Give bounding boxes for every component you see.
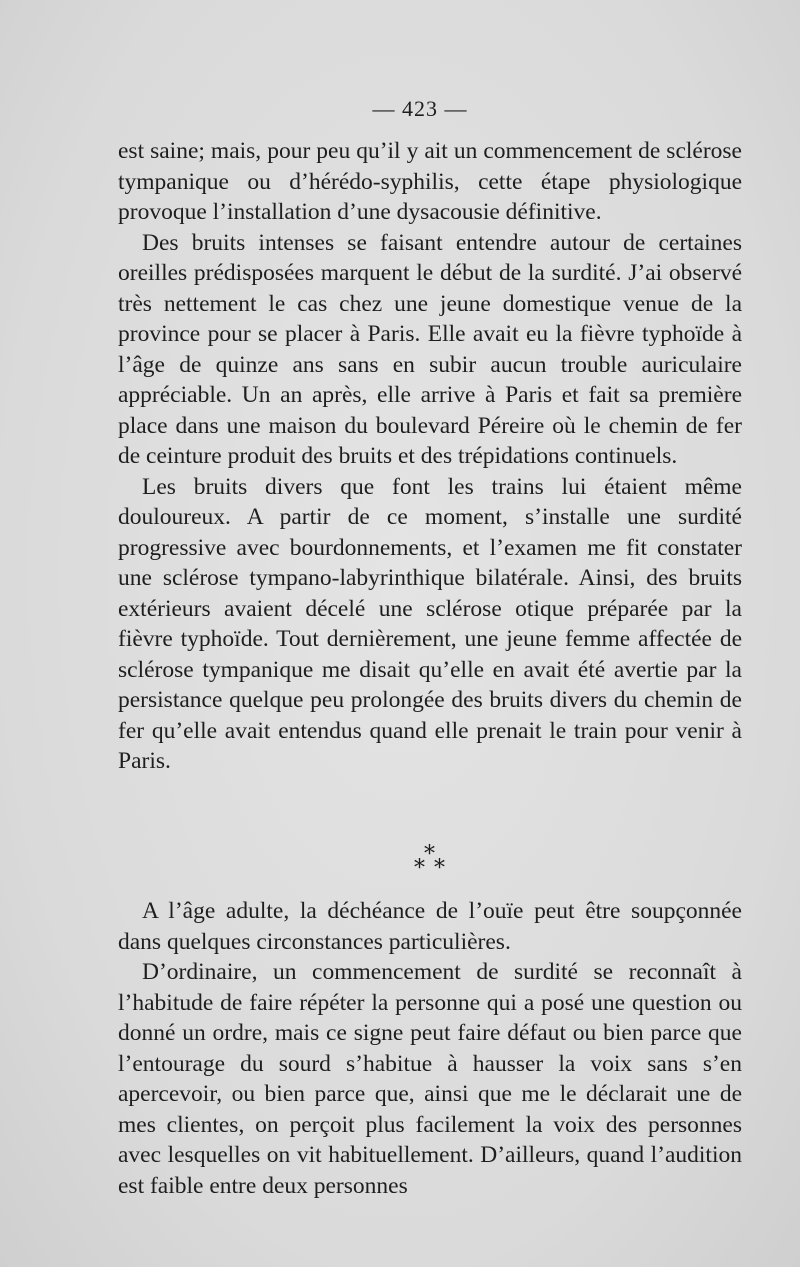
paragraph: D’ordinaire, un commencement de surdité se reconnaît à l’habitude de faire répéter la personne qui a posé une question ou donné un ordre, mais ce signe peut faire défaut ou bien parce que l’entourage du sourd s’habitue à hausser la voix sans s’en apercevoir, ou bien parce que, ainsi que me le déclarait une de mes clientes, on perçoit plus facilement la voix des personnes avec lesquelles on vit habituellement. D’ailleurs, quand l’audition est faible entre deux personnes — [118, 959, 742, 1199]
paragraph: Des bruits intenses se faisant entendre autour de certaines oreilles prédisposées marquent le début de la surdité. J’ai observé très nettement le cas chez une jeune domestique venue de la province pour se placer à Paris. Elle avait eu la fièvre typhoïde à l’âge de quinze ans sans en subir aucun trouble auriculaire appréciable. Un an après, elle arrive à Paris et fait sa première place dans une maison du boulevard Péreire où le chemin de fer de ceinture produit des bruits et des trépidations continuels. — [118, 229, 742, 469]
section-separator — [400, 842, 460, 882]
paragraph: A l’âge adulte, la déchéance de l’ouïe peut être soupçonnée dans quelques circonstances particulières. — [118, 898, 742, 955]
paragraph: est saine; mais, pour peu qu’il y ait un commencement de sclérose tympanique ou d’hérédo-syphilis, cette étape physiologique provoque l’installation d’une dysacousie définitive. — [118, 138, 742, 225]
separator-asterisk: * — [424, 842, 435, 867]
separator-asterisk: * — [434, 856, 445, 881]
text-section-top — [118, 136, 742, 777]
separator-asterisk: * — [414, 856, 425, 881]
page-number: — 423 — — [372, 96, 468, 121]
text-section-bottom — [118, 896, 742, 1201]
paragraph: Les bruits divers que font les trains lui étaient même douloureux. A partir de ce moment, s’installe une surdité progressive avec bourdonnements, et l’examen me fit constater une sclérose tympano-labyrinthique bilatérale. Ainsi, des bruits extérieurs avaient décelé une sclérose otique préparée par la fièvre typhoïde. Tout dernièrement, une jeune femme affectée de sclérose tympanique me disait qu’elle en avait été avertie par la persistance quelque peu prolongée des bruits divers du chemin de fer qu’elle avait entendus quand elle prenait le train pour venir à Paris. — [118, 473, 742, 774]
